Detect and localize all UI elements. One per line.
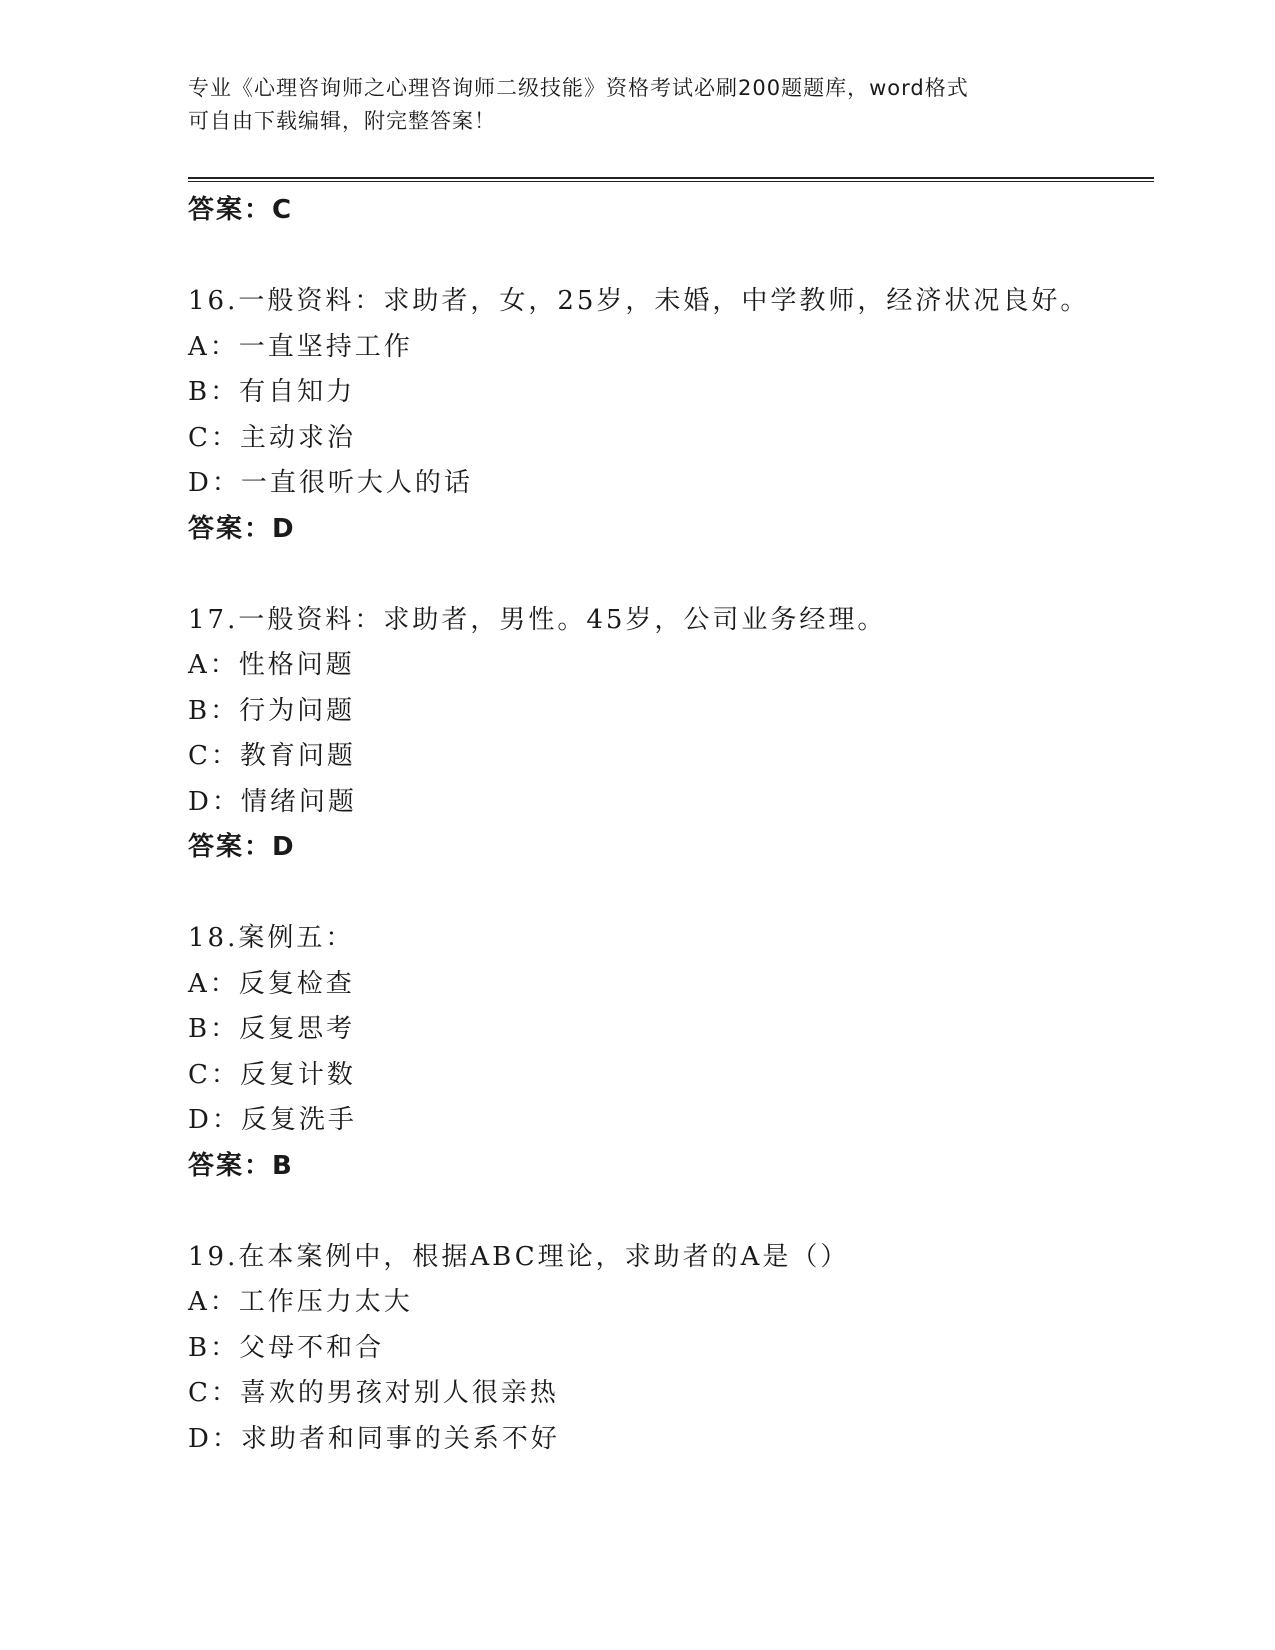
question-block-17: [188, 598, 1148, 871]
option-b: B：行为问题: [188, 695, 356, 726]
header-line-1: 专业《心理咨询师之心理咨询师二级技能》资格考试必刷200题题库，word格式: [188, 76, 969, 100]
option-b: B：有自知力: [188, 377, 356, 407]
question-stem: 17.一般资料：求助者，男性。45岁，公司业务经理。: [188, 604, 887, 635]
answer-line: 答案：D: [188, 513, 296, 544]
header-line-2: 可自由下载编辑，附完整答案！: [188, 109, 496, 133]
spacer: [188, 1189, 1148, 1235]
option-b: B：反复思考: [188, 1014, 356, 1044]
option-c: C：主动求治: [188, 422, 356, 453]
answer-line: 答案：C: [188, 195, 294, 225]
option-d: D：反复洗手: [188, 1105, 357, 1135]
option-d: D：一直很听大人的话: [188, 468, 473, 498]
option-d: D：求助者和同事的关系不好: [188, 1423, 560, 1454]
question-block-18: [188, 916, 1148, 1189]
option-a: A：反复检查: [188, 968, 355, 999]
question-block-19: [188, 1235, 1148, 1463]
option-c: C：反复计数: [188, 1059, 356, 1090]
document-header: [188, 72, 1088, 138]
header-divider: [188, 177, 1154, 179]
option-a: A：性格问题: [188, 650, 355, 680]
question-content: [188, 188, 1148, 1462]
option-c: C：喜欢的男孩对别人很亲热: [188, 1378, 559, 1408]
option-c: C：教育问题: [188, 741, 356, 771]
header-divider-thin: [188, 181, 1154, 182]
option-a: A：一直坚持工作: [188, 331, 413, 362]
answer-line: 答案：D: [188, 832, 296, 862]
option-d: D：情绪问题: [188, 786, 357, 817]
question-stem: 16.一般资料：求助者，女，25岁，未婚，中学教师，经济状况良好。: [188, 286, 1090, 316]
question-block-16: [188, 279, 1148, 552]
spacer: [188, 234, 1148, 280]
option-b: B：父母不和合: [188, 1332, 385, 1363]
option-a: A：工作压力太大: [188, 1287, 413, 1317]
question-stem: 18.案例五：: [188, 923, 355, 953]
spacer: [188, 871, 1148, 917]
question-stem: 19.在本案例中，根据ABC理论，求助者的A是（）: [188, 1241, 850, 1272]
answer-line: 答案：B: [188, 1150, 294, 1181]
spacer: [188, 552, 1148, 598]
